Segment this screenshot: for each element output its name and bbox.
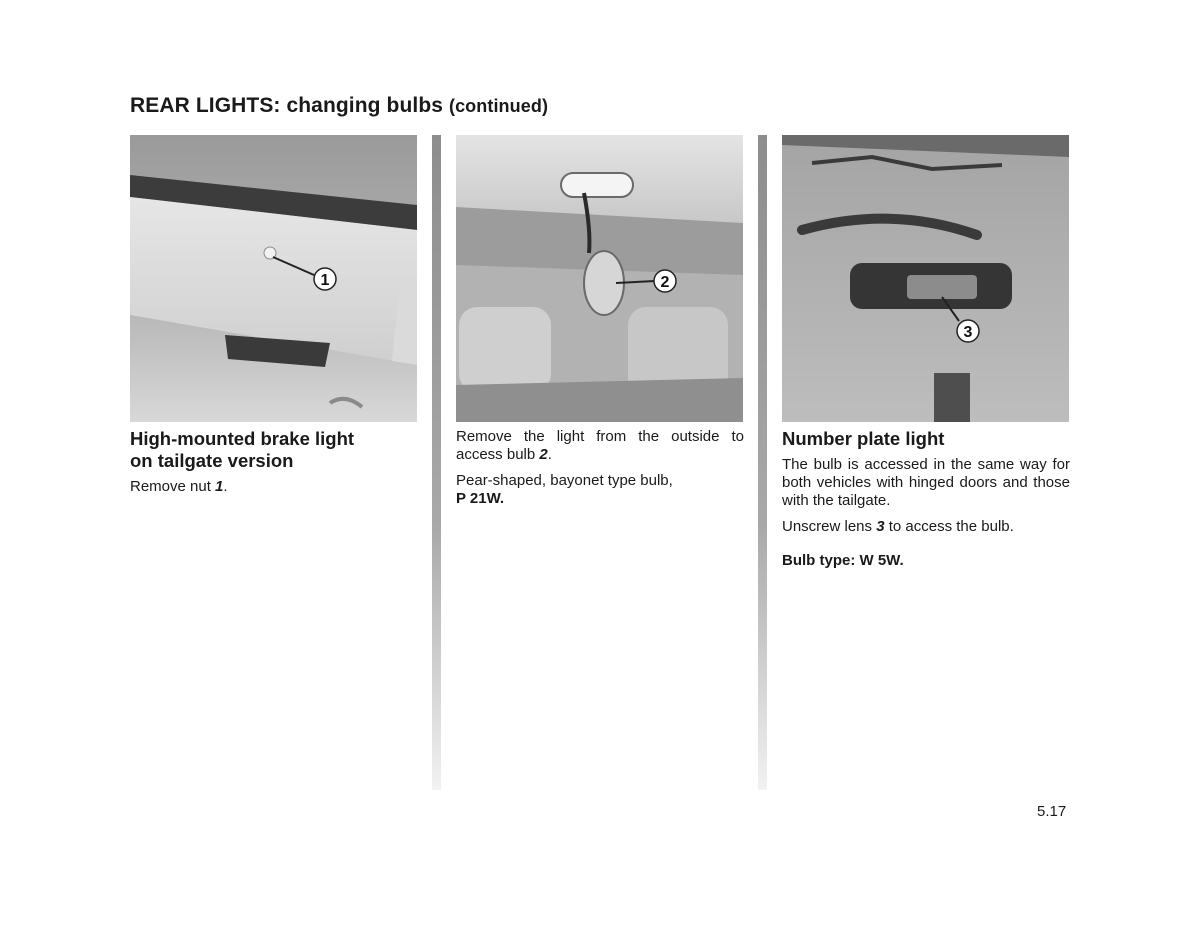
paragraph-bulb-spec — [456, 472, 744, 508]
page-number: 5.17 — [1037, 803, 1067, 820]
rear-window-illustration — [456, 135, 743, 422]
heading-brake-light-line2: on tailgate version — [130, 450, 294, 471]
column-brake-light — [130, 135, 418, 496]
photo-number-plate-light — [782, 135, 1069, 422]
ref-lens-3: 3 — [876, 518, 885, 535]
column-divider-left — [432, 135, 441, 790]
callout-3: 3 — [963, 324, 973, 341]
paragraph-unscrew-lens — [782, 518, 1070, 536]
callout-1: 1 — [320, 272, 330, 289]
callout-2: 2 — [660, 274, 670, 291]
title-continued: (continued) — [448, 96, 549, 116]
text-remove-light: Remove the light from the outside to access bulb — [456, 428, 744, 463]
column-divider-right — [758, 135, 767, 790]
tailgate-illustration — [130, 135, 417, 422]
text-bulb-p21w: P 21W. — [456, 490, 505, 507]
photo-rear-window-light — [456, 135, 743, 422]
page-title — [130, 94, 548, 118]
column-number-plate-light — [782, 135, 1070, 570]
number-plate-illustration — [782, 135, 1069, 422]
paragraph-remove-nut — [130, 478, 418, 496]
text-period-2: . — [547, 446, 552, 463]
text-period: . — [223, 478, 228, 495]
column-bulb-access — [456, 135, 744, 508]
text-access-bulb: to access the bulb. — [884, 518, 1014, 535]
paragraph-bulb-type: Bulb type: W 5W. — [782, 552, 904, 569]
paragraph-access-same-way: The bulb is accessed in the same way for both vehicles with hinged doors and those with the tailgate. — [782, 456, 1070, 509]
heading-brake-light — [130, 428, 418, 472]
text-remove-nut: Remove nut — [130, 478, 216, 495]
title-main: REAR LIGHTS: changing bulbs — [130, 94, 444, 117]
ref-bulb-2: 2 — [539, 446, 548, 463]
heading-number-plate-light: Number plate light — [782, 428, 945, 449]
heading-brake-light-line1: High-mounted brake light — [130, 428, 355, 449]
photo-tailgate-brake-light — [130, 135, 417, 422]
paragraph-remove-light — [456, 428, 744, 464]
text-pear-shaped: Pear-shaped, bayonet type bulb, — [456, 472, 673, 489]
text-unscrew-lens: Unscrew lens — [782, 518, 877, 535]
ref-nut-1: 1 — [215, 478, 224, 495]
